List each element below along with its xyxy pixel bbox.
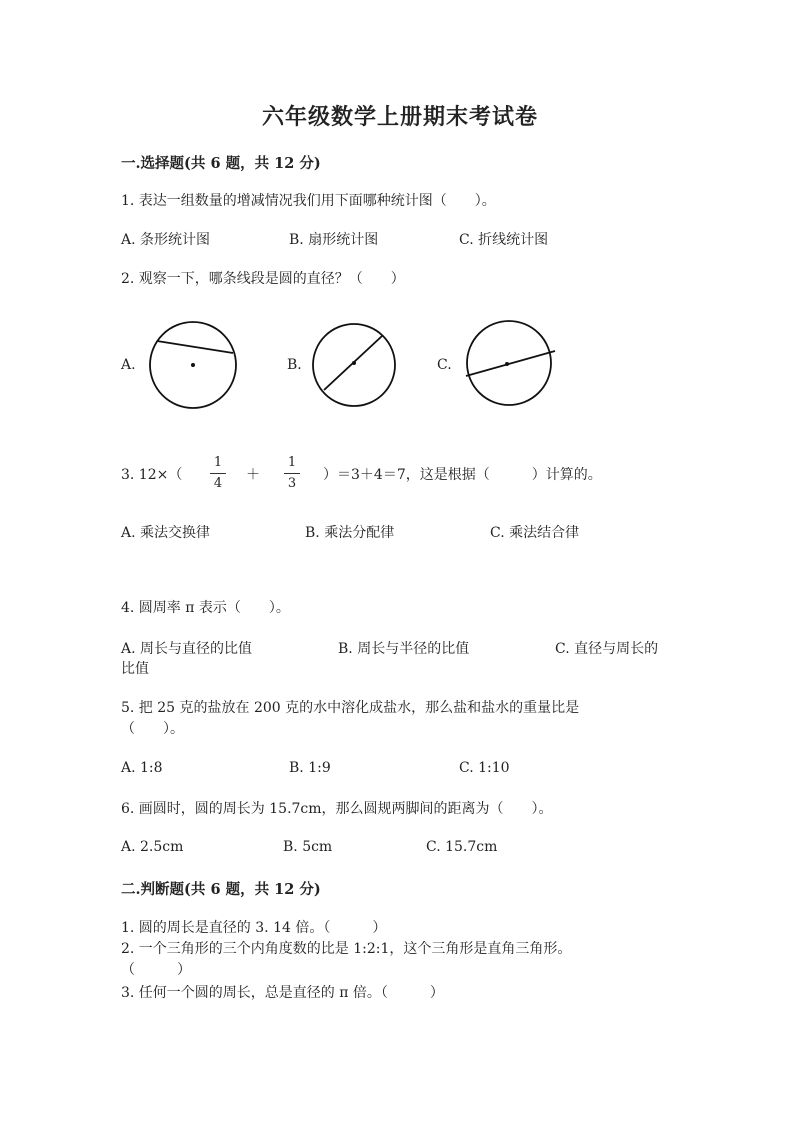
q3-option-b: B. 乘法分配律 — [305, 525, 395, 541]
circle-a-chord — [157, 341, 233, 353]
q4-option-c-continuation: 比值 — [121, 661, 149, 677]
circle-b-center — [352, 361, 356, 365]
q5-option-a: A. 1:8 — [121, 760, 163, 776]
question-1-text: 1. 表达一组数量的增减情况我们用下面哪种统计图（ ）。 — [121, 193, 496, 209]
fraction-1-denominator: 4 — [213, 476, 223, 491]
question-3-suffix: ）＝3＋4＝7，这是根据（ ）计算的。 — [323, 467, 602, 483]
q4-option-c: C. 直径与周长的 — [555, 641, 659, 657]
q2-option-a-label: A. — [121, 357, 136, 373]
plus-sign: ＋ — [246, 467, 260, 483]
fraction-one-third — [284, 455, 300, 492]
q2-option-c-label: C. — [437, 357, 452, 373]
q4-option-b: B. 周长与半径的比值 — [338, 641, 470, 657]
judgement-2-text-continuation: （ ） — [121, 962, 191, 978]
q1-option-a: A. 条形统计图 — [121, 232, 211, 248]
q6-option-a: A. 2.5cm — [121, 839, 184, 855]
section-heading-choice: 一.选择题(共 6 题，共 12 分) — [121, 155, 321, 172]
question-5-text-continuation: （ ）。 — [121, 721, 184, 737]
q6-option-c: C. 15.7cm — [426, 839, 498, 855]
fraction-1-numerator: 1 — [213, 455, 223, 470]
circle-figure-c — [463, 319, 559, 415]
q1-option-c: C. 折线统计图 — [459, 232, 549, 248]
q2-option-b-label: B. — [287, 357, 302, 373]
circle-c-point — [505, 362, 509, 366]
q5-option-b: B. 1:9 — [289, 760, 331, 776]
q4-option-a: A. 周长与直径的比值 — [121, 641, 253, 657]
q6-option-b: B. 5cm — [283, 839, 333, 855]
judgement-1-text: 1. 圆的周长是直径的 3. 14 倍。（ ） — [121, 920, 387, 936]
fraction-2-bar — [284, 473, 300, 474]
fraction-2-denominator: 3 — [287, 476, 297, 491]
judgement-2-text: 2. 一个三角形的三个内角度数的比是 1:2:1，这个三角形是直角三角形。 — [121, 941, 572, 957]
circle-figure-a — [147, 319, 243, 415]
question-3-prefix: 3. 12×（ — [121, 467, 183, 483]
circle-c-segment — [466, 351, 555, 376]
page-title: 六年级数学上册期末考试卷 — [261, 104, 538, 130]
fraction-1-bar — [210, 473, 226, 474]
q3-option-c: C. 乘法结合律 — [490, 525, 580, 541]
judgement-3-text: 3. 任何一个圆的周长，总是直径的 π 倍。（ ） — [121, 985, 444, 1001]
fraction-2-numerator: 1 — [287, 455, 297, 470]
circle-figure-b — [312, 319, 408, 415]
q5-option-c: C. 1:10 — [459, 760, 510, 776]
question-6-text: 6. 画圆时，圆的周长为 15.7cm，那么圆规两脚间的距离为（ ）。 — [121, 801, 553, 817]
q3-option-a: A. 乘法交换律 — [121, 525, 211, 541]
q1-option-b: B. 扇形统计图 — [289, 232, 379, 248]
question-2-text: 2. 观察一下，哪条线段是圆的直径？（ ） — [121, 271, 405, 287]
fraction-one-quarter — [210, 455, 226, 492]
section-heading-judgement: 二.判断题(共 6 题，共 12 分) — [121, 881, 321, 898]
circle-a-center — [191, 363, 195, 367]
question-5-text: 5. 把 25 克的盐放在 200 克的水中溶化成盐水，那么盐和盐水的重量比是 — [121, 700, 580, 716]
question-4-text: 4. 圆周率 π 表示（ ）。 — [121, 600, 290, 616]
